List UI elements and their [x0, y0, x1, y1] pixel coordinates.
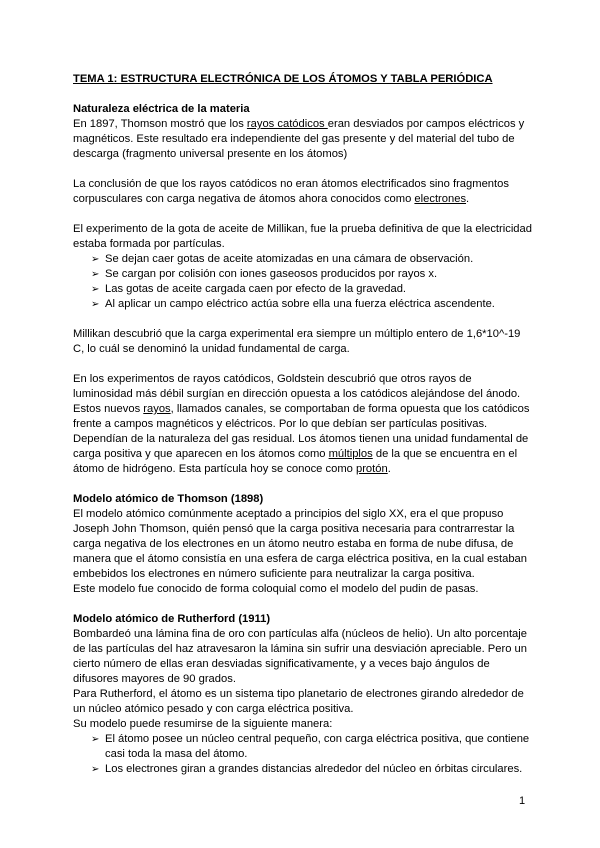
- link-proton: protón: [355, 463, 388, 475]
- list-item: ➢ Las gotas de aceite cargada caen por efecto de la gravedad.: [91, 282, 533, 297]
- section-heading-thomson: Modelo atómico de Thomson (1898): [73, 493, 264, 505]
- list-item: ➢ El átomo posee un núcleo central pequeño, con carga eléctrica positiva, que contiene casi toda la masa del átomo.: [91, 732, 533, 762]
- paragraph-thomson-model: El modelo atómico comúnmente aceptado a principios del siglo XX, era el que propuso Joseph John Thomson, quién pensó que la carga positiva necesaria para contrarrestar la carga negativa de los electrones en un átomo neutro estaba en forma de nube difusa, de manera que el átomo consistía en una esfera de carga eléctrica positiva, en la cual estaban embebidos los electrones en número suficiente para neutralizar la carga positiva.: [73, 508, 527, 580]
- list-item: ➢ Los electrones giran a grandes distancias alrededor del núcleo en órbitas circulares.: [91, 762, 533, 777]
- list-item: ➢ Se cargan por colisión con iones gaseosos producidos por rayos x.: [91, 267, 533, 282]
- document-title: TEMA 1: ESTRUCTURA ELECTRÓNICA DE LOS ÁTOMOS Y TABLA PERIÓDICA: [73, 73, 493, 85]
- link-multiplos: múltiplos: [328, 448, 373, 460]
- paragraph-rutherford-model: Para Rutherford, el átomo es un sistema tipo planetario de electrones girando alrededor de un núcleo atómico pesado y con carga eléctrica positiva.: [73, 688, 524, 715]
- page-number: 1: [519, 795, 526, 807]
- list-item: ➢ Al aplicar un campo eléctrico actúa sobre ella una fuerza eléctrica ascendente.: [91, 297, 533, 312]
- rutherford-bullet-list: [73, 732, 533, 777]
- paragraph-millikan: El experimento de la gota de aceite de Millikan, fue la prueba definitiva de que la electricidad estaba formada por partículas.: [73, 223, 532, 250]
- paragraph-summary-intro: Su modelo puede resumirse de la siguiente manera:: [73, 718, 333, 730]
- paragraph-rutherford-experiment: Bombardeó una lámina fina de oro con partículas alfa (núcleos de helio). Un alto porcentaje de las partículas del haz atravesaron la lámina sin sufrir una desviación apreciable. Pero un cierto número de ellas eran desviadas significativamente, y a veces bajo ángulos de difusores mayores de 90 grados.: [73, 628, 527, 685]
- link-rayos: rayos: [143, 403, 171, 415]
- paragraph-pudin: Este modelo fue conocido de forma coloquial como el modelo del pudin de pasas.: [73, 583, 479, 595]
- paragraph-unit-charge: Millikan descubrió que la carga experimental era siempre un múltiplo entero de 1,6*10^-19 C, lo cuál se denominó la unidad fundamental de carga.: [73, 328, 521, 355]
- list-item: ➢ Se dejan caer gotas de aceite atomizadas en una cámara de observación.: [91, 252, 533, 267]
- page-content: [73, 72, 533, 777]
- section-heading-naturaleza: Naturaleza eléctrica de la materia: [73, 103, 250, 115]
- link-electrones: electrones: [414, 193, 467, 205]
- paragraph-thomson-rays: En 1897, Thomson mostró que los rayos catódicos eran desviados por campos eléctricos y magnéticos. Este resultado era independiente del gas presente y del material del tubo de descarga (fragmento universal presente en los átomos): [73, 118, 525, 160]
- millikan-bullet-list: [73, 252, 533, 312]
- paragraph-electrones: La conclusión de que los rayos catódicos no eran átomos electrificados sino fragmentos corpusculares con carga negativa de átomos ahora conocidos como electrones.: [73, 178, 509, 205]
- link-rayos-catodicos: rayos catódicos: [246, 118, 328, 130]
- paragraph-goldstein: En los experimentos de rayos catódicos, Goldstein descubrió que otros rayos de luminosidad más débil surgían en dirección opuesta a los catódicos alejándose del ánodo. Estos nuevos rayos, llamados canales, se comportaban de forma opuesta que los catódicos frente a campos magnéticos y eléctricos. Por lo que debían ser partículas positivas. Dependían de la naturaleza del gas residual. Los átomos tienen una unidad fundamental de carga positiva y que aparecen en los átomos como múltiplos de la que se encuentra en el átomo de hidrógeno. Esta partícula hoy se conoce como protón.: [73, 373, 530, 475]
- section-heading-rutherford: Modelo atómico de Rutherford (1911): [73, 613, 271, 625]
